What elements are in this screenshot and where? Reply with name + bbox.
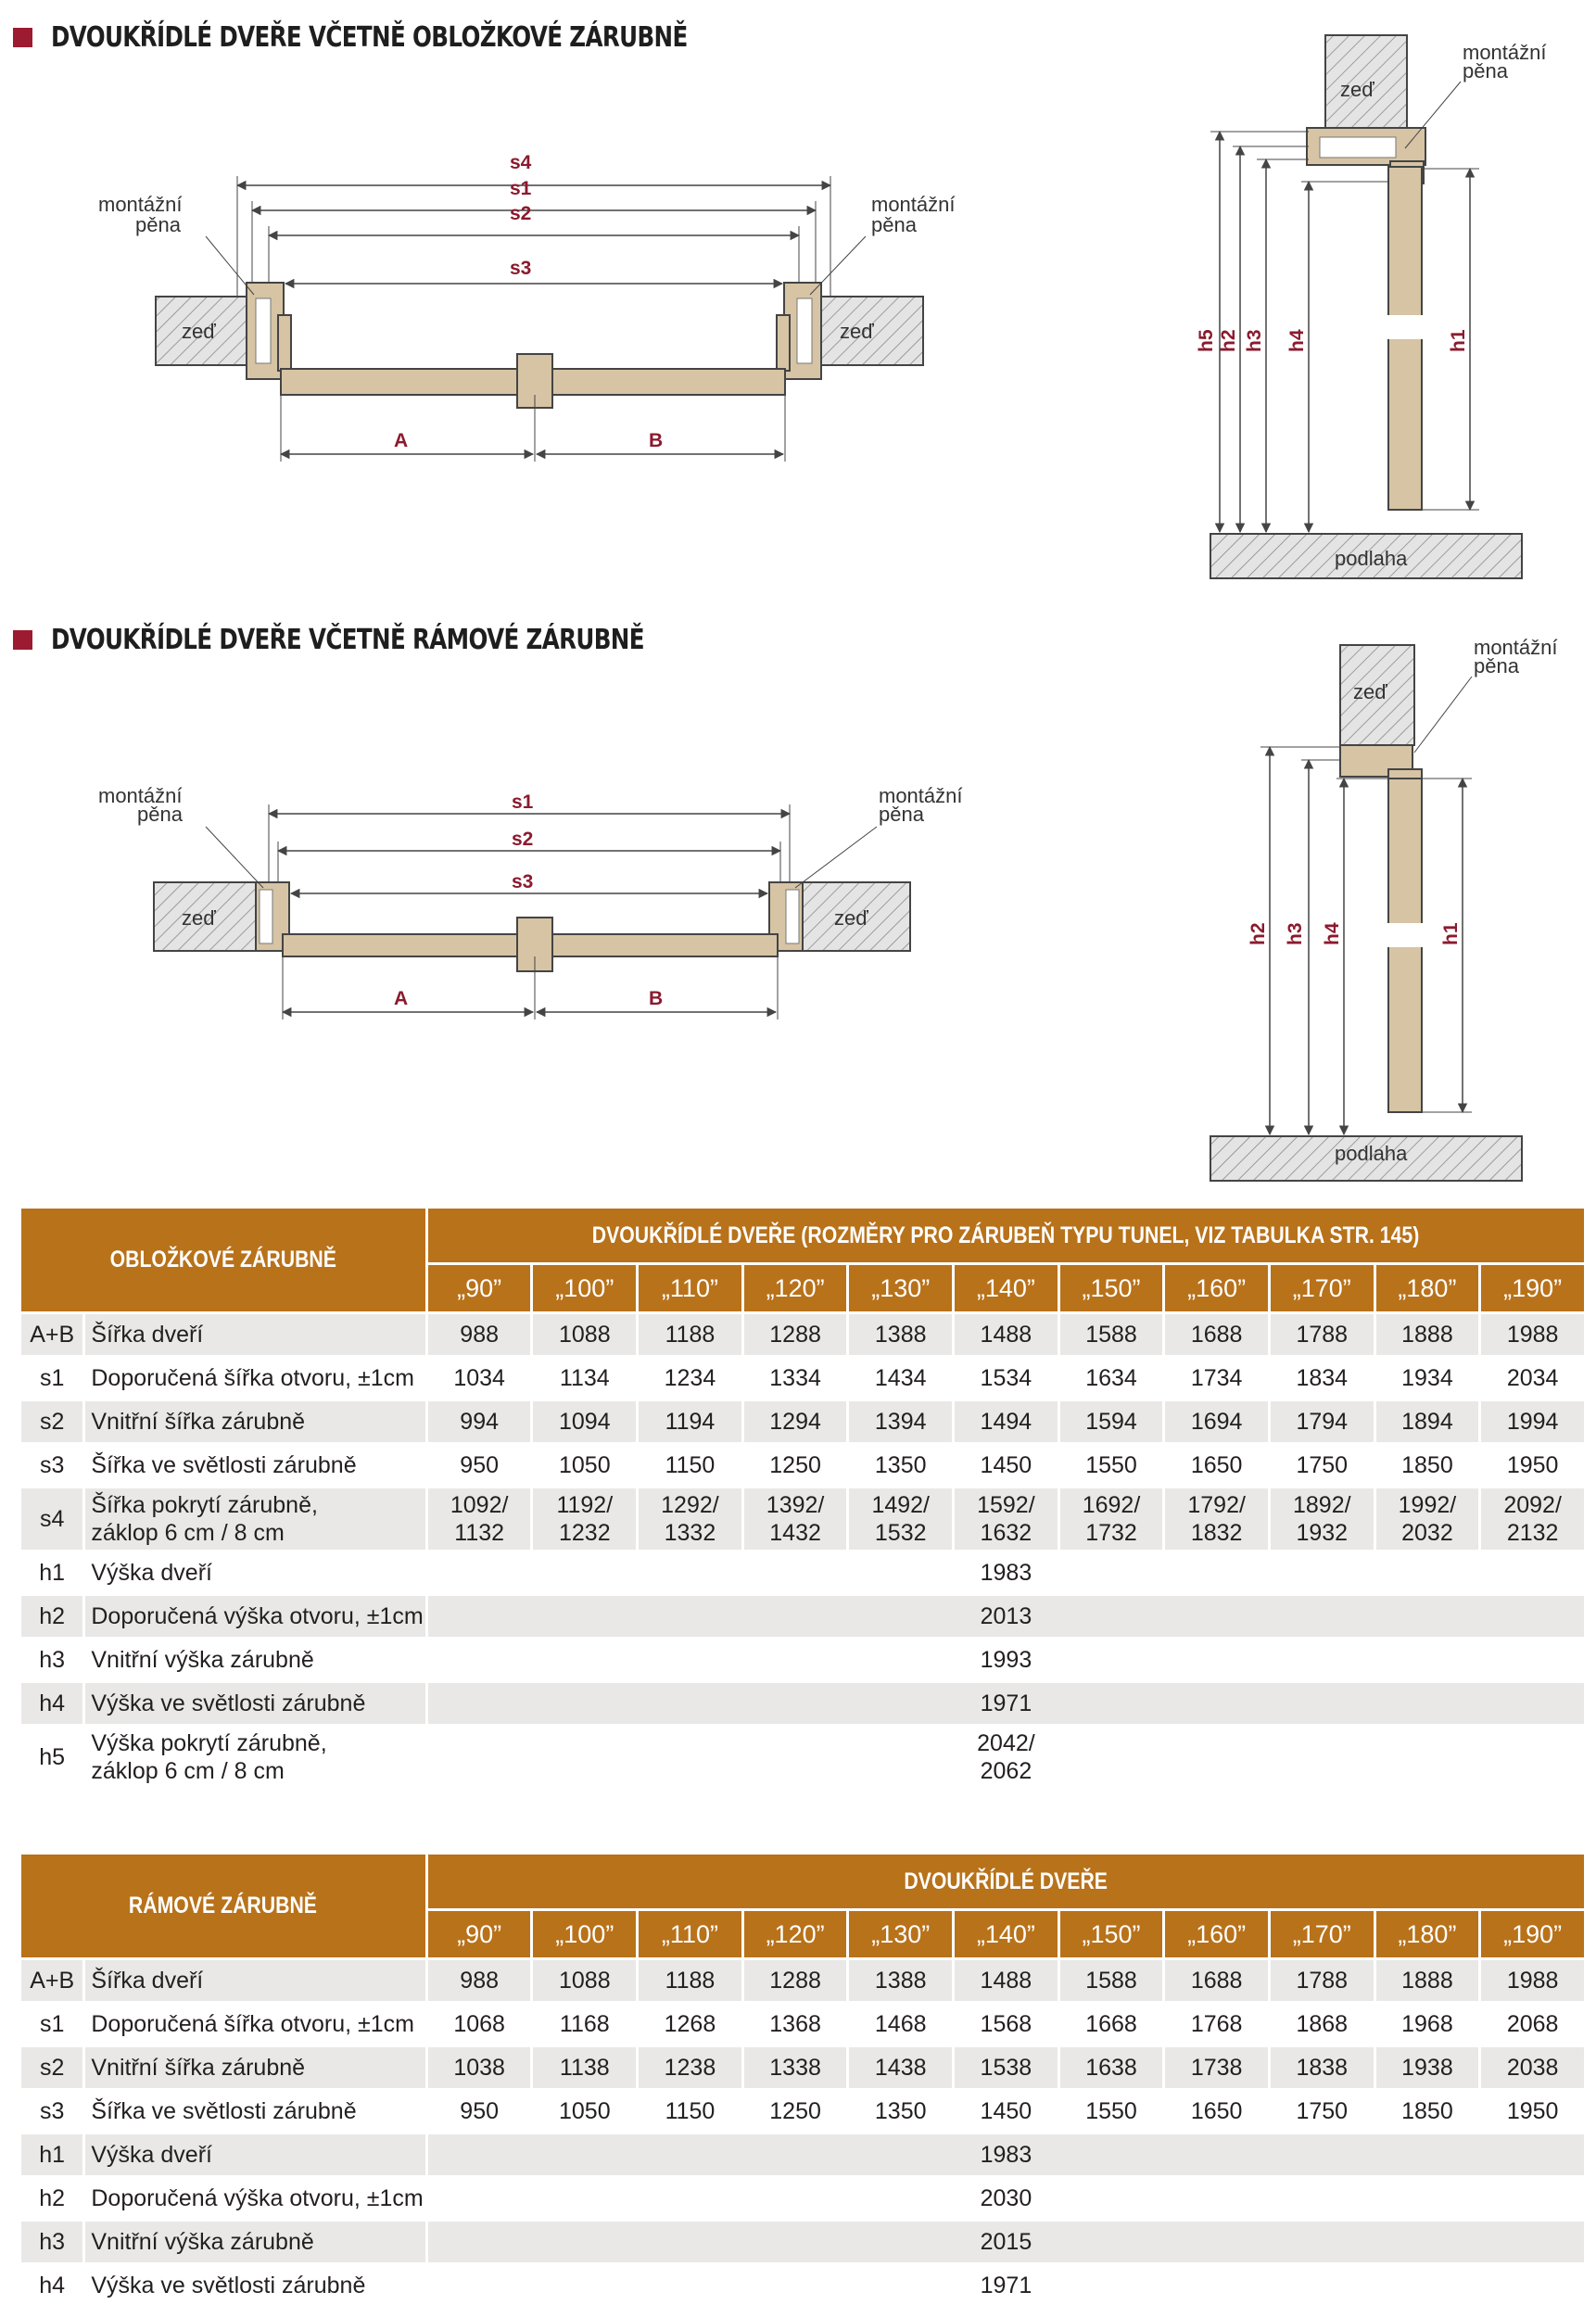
table-cell-merged: 1983 (428, 2134, 1584, 2175)
table-cell: 1334 (744, 1358, 847, 1399)
table-cell: 2092/ 2132 (1481, 1488, 1584, 1550)
size-header: „140” (955, 1911, 1058, 1957)
row-description: Vnitřní šířka zárubně (85, 2047, 424, 2088)
foam-callout-section-2a: montážní (1474, 636, 1558, 659)
table-cell: 1638 (1060, 2047, 1163, 2088)
table-cell: 1492/ 1532 (849, 1488, 952, 1550)
table-cell-merged: 1993 (428, 1640, 1584, 1680)
dim-s2-label: s2 (510, 203, 532, 224)
table-cell: 2068 (1481, 2004, 1584, 2045)
table-cell: 1068 (428, 2004, 531, 2045)
table-cell: 1950 (1481, 1445, 1584, 1486)
table-cell: 1538 (955, 2047, 1058, 2088)
size-header: „150” (1060, 1265, 1163, 1311)
table-cell: 1592/ 1632 (955, 1488, 1058, 1550)
door-leaf-b (535, 369, 785, 395)
table-row (21, 2047, 1584, 2088)
table1-title: DVOUKŘÍDLÉ DVEŘE (ROZMĚRY PRO ZÁRUBEŇ TYPU TUNEL, VIZ TABULKA STR. 145) (428, 1209, 1584, 1262)
table-cell: 1750 (1271, 1445, 1374, 1486)
row-symbol: s1 (21, 1358, 82, 1399)
table-row (21, 1640, 1584, 1680)
table-cell: 1688 (1165, 1314, 1268, 1355)
row-symbol: h3 (21, 1640, 82, 1680)
table-cell: 1734 (1165, 1358, 1268, 1399)
table-cell: 1392/ 1432 (744, 1488, 847, 1550)
size-header: „130” (849, 1911, 952, 1957)
table-cell: 1488 (955, 1960, 1058, 2001)
table-cell: 988 (428, 1314, 531, 1355)
table-row (21, 1596, 1584, 1637)
size-header: „170” (1271, 1911, 1374, 1957)
table-cell: 1550 (1060, 2091, 1163, 2132)
dim-b-label: B (649, 430, 664, 451)
table-cell: 1888 (1376, 1314, 1479, 1355)
size-header: „110” (639, 1265, 741, 1311)
foam-callout-left-2a: montážní (98, 784, 183, 807)
table-cell: 1468 (849, 2004, 952, 2045)
dim-b-label-2: B (649, 988, 664, 1009)
size-header: „160” (1165, 1265, 1268, 1311)
dim-h5-label: h5 (1196, 329, 1217, 352)
row-description: Výška ve světlosti zárubně (85, 2265, 424, 2306)
dim-a-label-2: A (394, 988, 409, 1009)
size-header: „140” (955, 1265, 1058, 1311)
size-header: „170” (1271, 1265, 1374, 1311)
table-cell: 1668 (1060, 2004, 1163, 2045)
row-symbol: h1 (21, 2134, 82, 2175)
table-cell: 1250 (744, 2091, 847, 2132)
table-cell: 1894 (1376, 1401, 1479, 1442)
row-symbol: h4 (21, 1683, 82, 1724)
foam-callout-section-2b: pěna (1474, 654, 1519, 677)
row-symbol: s3 (21, 1445, 82, 1486)
row-description: Výška dveří (85, 2134, 424, 2175)
foam-right (797, 298, 812, 363)
table-cell: 1250 (744, 1445, 847, 1486)
dim-s1-label: s1 (510, 178, 532, 199)
dim-s2-label-2: s2 (512, 829, 534, 850)
table-cell: 1892/ 1932 (1271, 1488, 1374, 1550)
table-cell: 1550 (1060, 1445, 1163, 1486)
table-row (21, 2178, 1584, 2219)
row-description: Vnitřní výška zárubně (85, 2222, 424, 2262)
size-header: „190” (1481, 1911, 1584, 1957)
casing-frame-diagram (0, 0, 1596, 593)
table-cell: 1350 (849, 2091, 952, 2132)
row-description: Doporučená šířka otvoru, ±1cm (85, 1358, 424, 1399)
dim-h3-label-1: h3 (1244, 329, 1265, 352)
table-row (21, 1960, 1584, 2001)
size-header: „180” (1376, 1911, 1479, 1957)
table-cell: 1094 (533, 1401, 636, 1442)
row-symbol: h1 (21, 1552, 82, 1593)
table-row (21, 1401, 1584, 1442)
table1-body (21, 1314, 1584, 1788)
dim-s1-label-2: s1 (512, 791, 534, 813)
table-cell: 988 (428, 1960, 531, 2001)
row-description: Výška ve světlosti zárubně (85, 1683, 424, 1724)
size-header: „120” (744, 1265, 847, 1311)
wall-label-left-2: zeď (182, 906, 216, 930)
table-cell: 1238 (639, 2047, 741, 2088)
size-header: „160” (1165, 1911, 1268, 1957)
table-cell: 2034 (1481, 1358, 1584, 1399)
foam-left (256, 298, 271, 363)
foam-callout-left-2: pěna (135, 213, 181, 236)
table-cell: 1692/ 1732 (1060, 1488, 1163, 1550)
dim-s3-label-2: s3 (512, 871, 534, 893)
dim-h2-label-2: h2 (1248, 922, 1269, 945)
row-description: Vnitřní šířka zárubně (85, 1401, 424, 1442)
dim-h1-label-2: h1 (1440, 922, 1462, 945)
table-cell: 1792/ 1832 (1165, 1488, 1268, 1550)
table-cell: 1588 (1060, 1960, 1163, 2001)
table-cell-merged: 2030 (428, 2178, 1584, 2219)
row-description: Šířka ve světlosti zárubně (85, 1445, 424, 1486)
table-cell: 1992/ 2032 (1376, 1488, 1479, 1550)
table-cell: 1438 (849, 2047, 952, 2088)
row-description: Výška pokrytí zárubně, záklop 6 cm / 8 cm (85, 1727, 424, 1788)
size-header: „110” (639, 1911, 741, 1957)
table-row (21, 1314, 1584, 1355)
row-description: Šířka pokrytí zárubně, záklop 6 cm / 8 cm (85, 1488, 424, 1550)
table1-corner: OBLOŽKOVÉ ZÁRUBNĚ (21, 1209, 425, 1311)
foam-callout-right-2: pěna (871, 213, 917, 236)
table-cell: 1988 (1481, 1960, 1584, 2001)
door-leaf-a-2 (283, 934, 533, 956)
table-cell: 1738 (1165, 2047, 1268, 2088)
table-cell: 1838 (1271, 2047, 1374, 2088)
size-header: „150” (1060, 1911, 1163, 1957)
size-header: „100” (533, 1265, 636, 1311)
table-row (21, 2004, 1584, 2045)
table-cell: 1834 (1271, 1358, 1374, 1399)
dim-a-label: A (394, 430, 409, 451)
row-symbol: s1 (21, 2004, 82, 2045)
table-cell: 1650 (1165, 2091, 1268, 2132)
table-cell: 1150 (639, 2091, 741, 2132)
door-leaf-a (281, 369, 533, 395)
table-cell: 1994 (1481, 1401, 1584, 1442)
row-description: Doporučená výška otvoru, ±1cm (85, 2178, 424, 2219)
size-header: „180” (1376, 1265, 1479, 1311)
table-cell: 1288 (744, 1314, 847, 1355)
row-symbol: h3 (21, 2222, 82, 2262)
table-cell: 950 (428, 1445, 531, 1486)
table-cell: 1150 (639, 1445, 741, 1486)
foam-callout-section-2: pěna (1463, 59, 1508, 82)
table-cell: 1650 (1165, 1445, 1268, 1486)
floor-label-1: podlaha (1335, 547, 1408, 570)
table-cell: 1594 (1060, 1401, 1163, 1442)
table-cell: 1388 (849, 1314, 952, 1355)
table-cell: 1634 (1060, 1358, 1163, 1399)
size-header: „90” (428, 1911, 531, 1957)
table-cell: 1938 (1376, 2047, 1479, 2088)
table2-body (21, 1960, 1584, 2306)
table-cell: 950 (428, 2091, 531, 2132)
row-symbol: h2 (21, 1596, 82, 1637)
table-cell: 1338 (744, 2047, 847, 2088)
table-cell: 1988 (1481, 1314, 1584, 1355)
table-cell-merged: 2013 (428, 1596, 1584, 1637)
dim-h4-label-1: h4 (1286, 329, 1308, 352)
wall-label-section-2: zeď (1353, 680, 1387, 703)
row-symbol: s3 (21, 2091, 82, 2132)
table-row (21, 1358, 1584, 1399)
dim-s3-label: s3 (510, 258, 532, 279)
table-cell: 1868 (1271, 2004, 1374, 2045)
size-header: „90” (428, 1265, 531, 1311)
table-cell: 1168 (533, 2004, 636, 2045)
foam-callout-left-2b: pěna (137, 803, 183, 826)
table-row (21, 2265, 1584, 2306)
table-cell: 1350 (849, 1445, 952, 1486)
table-cell: 1450 (955, 2091, 1058, 2132)
table-cell: 1888 (1376, 1960, 1479, 2001)
table-cell: 1268 (639, 2004, 741, 2045)
row-symbol: h4 (21, 2265, 82, 2306)
table-row (21, 2222, 1584, 2262)
table-cell: 1588 (1060, 1314, 1163, 1355)
foam-callout-right-2b: pěna (879, 803, 924, 826)
foam-callout-right-2a: montážní (879, 784, 963, 807)
table-cell-merged: 2042/ 2062 (428, 1727, 1584, 1788)
row-description: Vnitřní výška zárubně (85, 1640, 424, 1680)
wall-label-left: zeď (182, 320, 216, 343)
row-symbol: s2 (21, 2047, 82, 2088)
table-cell: 1934 (1376, 1358, 1479, 1399)
section2-title-text: DVOUKŘÍDLÉ DVEŘE VČETNĚ RÁMOVÉ ZÁRUBNĚ (51, 623, 644, 656)
table-cell: 1188 (639, 1960, 741, 2001)
table-cell: 1568 (955, 2004, 1058, 2045)
size-header: „120” (744, 1911, 847, 1957)
row-symbol: A+B (21, 1314, 82, 1355)
size-header: „190” (1481, 1265, 1584, 1311)
row-symbol: h2 (21, 2178, 82, 2219)
table-row (21, 1445, 1584, 1486)
table-cell: 1088 (533, 1960, 636, 2001)
foam-callout-section-1: montážní (1463, 41, 1547, 64)
table-cell: 1950 (1481, 2091, 1584, 2132)
table-cell: 1850 (1376, 2091, 1479, 2132)
row-symbol: s4 (21, 1488, 82, 1550)
table-cell: 1394 (849, 1401, 952, 1442)
table-cell: 1434 (849, 1358, 952, 1399)
table-row (21, 1488, 1584, 1550)
floor-label-2: podlaha (1335, 1142, 1408, 1165)
dim-s4-label: s4 (510, 152, 532, 173)
table-cell-merged: 1971 (428, 1683, 1584, 1724)
table-cell: 1092/ 1132 (428, 1488, 531, 1550)
table-cell: 1494 (955, 1401, 1058, 1442)
table2-title: DVOUKŘÍDLÉ DVEŘE (428, 1855, 1584, 1908)
table-cell: 1194 (639, 1401, 741, 1442)
wall-label-right: zeď (840, 320, 874, 343)
table-cell: 1788 (1271, 1314, 1374, 1355)
table-row (21, 2091, 1584, 2132)
row-symbol: h5 (21, 1727, 82, 1788)
row-description: Doporučená výška otvoru, ±1cm (85, 1596, 424, 1637)
table-cell-merged: 2015 (428, 2222, 1584, 2262)
dim-h2-label-1: h2 (1218, 329, 1239, 352)
row-description: Doporučená šířka otvoru, ±1cm (85, 2004, 424, 2045)
table-cell: 1388 (849, 1960, 952, 2001)
dim-h3-label-2: h3 (1285, 922, 1306, 945)
table-row (21, 1683, 1584, 1724)
table-cell: 1294 (744, 1401, 847, 1442)
row-description: Výška dveří (85, 1552, 424, 1593)
table-cell: 1134 (533, 1358, 636, 1399)
table-cell: 994 (428, 1401, 531, 1442)
table-cell: 1968 (1376, 2004, 1479, 2045)
table2-corner: RÁMOVÉ ZÁRUBNĚ (21, 1855, 425, 1957)
size-header: „130” (849, 1265, 952, 1311)
row-description: Šířka dveří (85, 1960, 424, 2001)
table-cell: 1138 (533, 2047, 636, 2088)
row-description: Šířka ve světlosti zárubně (85, 2091, 424, 2132)
dim-h1-label-1: h1 (1448, 329, 1469, 352)
table-cell: 1750 (1271, 2091, 1374, 2132)
table-cell: 1788 (1271, 1960, 1374, 2001)
table-cell-merged: 1983 (428, 1552, 1584, 1593)
table-cell: 1488 (955, 1314, 1058, 1355)
frame-diagram (0, 593, 1596, 1186)
table-cell: 1050 (533, 2091, 636, 2132)
table-row (21, 2134, 1584, 2175)
wall-label-section: zeď (1340, 78, 1374, 101)
door-leaf-b-2 (535, 934, 778, 956)
dim-h4-label-2: h4 (1322, 922, 1343, 945)
wall-label-right-2: zeď (834, 906, 868, 930)
table-cell-merged: 1971 (428, 2265, 1584, 2306)
frame-table (19, 1852, 1587, 2309)
casing-frame-table (19, 1206, 1587, 1791)
table-cell: 1088 (533, 1314, 636, 1355)
table-cell: 1034 (428, 1358, 531, 1399)
row-symbol: s2 (21, 1401, 82, 1442)
table-cell: 2038 (1481, 2047, 1584, 2088)
row-description: Šířka dveří (85, 1314, 424, 1355)
table-cell: 1534 (955, 1358, 1058, 1399)
section1-title-text: DVOUKŘÍDLÉ DVEŘE VČETNĚ OBLOŽKOVÉ ZÁRUBNĚ (51, 20, 688, 54)
table-cell: 1292/ 1332 (639, 1488, 741, 1550)
table-cell: 1850 (1376, 1445, 1479, 1486)
table-cell: 1688 (1165, 1960, 1268, 2001)
table-cell: 1694 (1165, 1401, 1268, 1442)
foam-callout-right-1: montážní (871, 193, 956, 216)
row-symbol: A+B (21, 1960, 82, 2001)
foam-callout-left-1: montážní (98, 193, 183, 216)
table-cell: 1050 (533, 1445, 636, 1486)
table-cell: 1794 (1271, 1401, 1374, 1442)
table-cell: 1368 (744, 2004, 847, 2045)
table-cell: 1038 (428, 2047, 531, 2088)
table-cell: 1188 (639, 1314, 741, 1355)
size-header: „100” (533, 1911, 636, 1957)
table-row (21, 1552, 1584, 1593)
table-cell: 1192/ 1232 (533, 1488, 636, 1550)
table-cell: 1288 (744, 1960, 847, 2001)
table-cell: 1768 (1165, 2004, 1268, 2045)
table-row (21, 1727, 1584, 1788)
table-cell: 1450 (955, 1445, 1058, 1486)
table-cell: 1234 (639, 1358, 741, 1399)
